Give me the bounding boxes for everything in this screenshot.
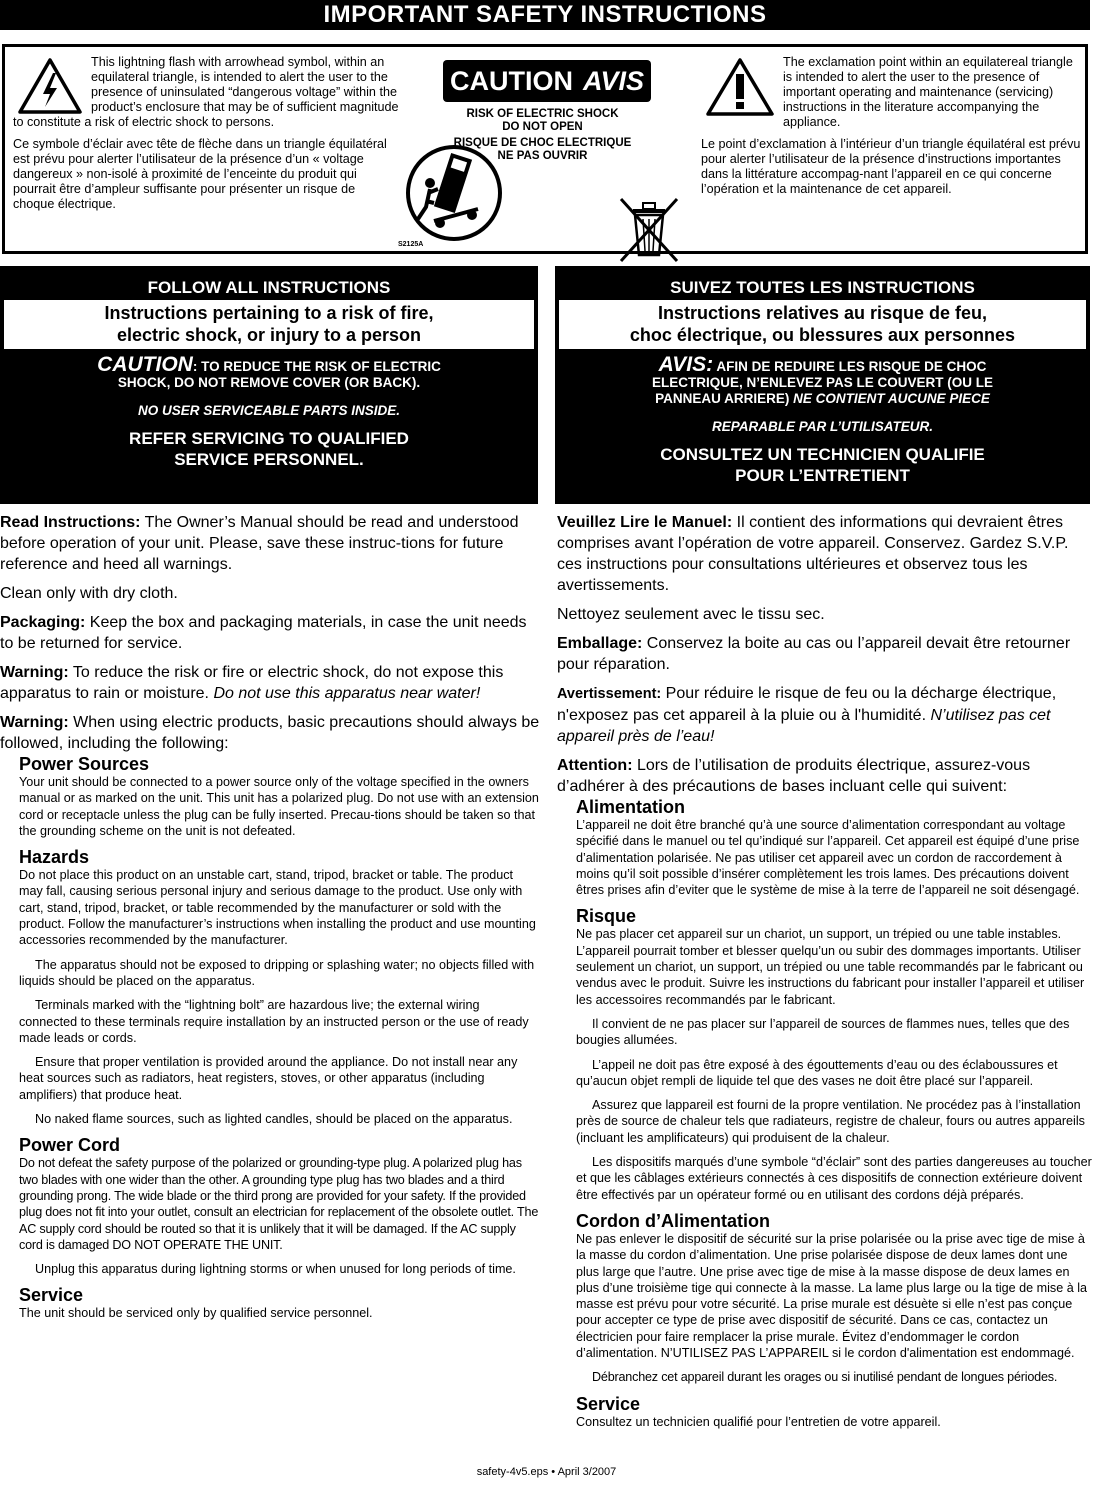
subheading-line-2: choc électrique, ou blessures aux personnes xyxy=(629,325,1016,345)
exclamation-text-fr: Le point d’exclamation à l’intérieur d’un triangle équilatéral est prévu pour alerter l’utilisateur de la présence d’instructions importantes dans la littérature accompag-nant l’appareil en ce qui concerne l’opération et la maintenance de cet appareil. xyxy=(701,137,1081,196)
lightning-text-fr: Ce symbole d’éclair avec tête de flèche dans un triangle équilatéral est prévu pour alerter l’utilisateur de la présence d’un « voltage dangereux » non-isolé à proximité de l’enceinte du produit qui pourrait être d’ampleur suffisante pour présenter un risque de choque électrique. xyxy=(13,137,387,211)
attention-paragraph xyxy=(557,755,1093,797)
emballage-paragraph xyxy=(557,633,1093,675)
refer-line-1: CONSULTEZ UN TECHNICIEN QUALIFIE xyxy=(660,445,985,464)
caution-line-1: : TO REDUCE THE RISK OF ELECTRIC xyxy=(192,359,441,374)
risque-text-1: Ne pas placer cet appareil sur un chariot, un support, un trépied ou une table instables. L’appareil pourrait tomber et blesser quelqu’un ou subir des dommages importants. Utiliser seulement un chariot, un support, un trépied ou une table recommandés par le fabricant ou vendus avec le produit. Suivre les instructions du fabricant pour installer l’appareil et utiliser les accessoires recommandés par le fabricant. xyxy=(576,927,1085,1007)
refer-servicing-fr xyxy=(555,444,1090,486)
hazards-text-5: No naked flame sources, such as lighted candles, should be placed on the apparatus. xyxy=(35,1112,513,1127)
lightning-symbol-description xyxy=(13,55,399,219)
risk-en-line-1: RISK OF ELECTRIC SHOCK xyxy=(466,108,619,120)
follow-instructions-box xyxy=(0,266,538,504)
caution-avis-label xyxy=(443,60,651,102)
risque-text-5: Les dispositifs marqués d’une symbole “d’éclair” sont des parties dangereuses au toucher et que les câblages extérieurs connectés à ces dispositifs de connection extérieure doivent être effectivés par un opérateur formé ou en utilisant des cordons déjà préparés. xyxy=(576,1155,1092,1202)
caution-statement-en xyxy=(0,353,538,391)
warn1-text: To reduce the risk or fire or electric shock, do not expose this apparatus to rain or moisture. xyxy=(0,664,504,702)
hazards-title: Hazards xyxy=(19,847,90,868)
cart-tipover-warning-icon xyxy=(404,143,504,243)
risque-text-2: Il convient de ne pas placer sur l’appareil de sources de flammes nues, telles que des bougies allumées. xyxy=(576,1016,1070,1048)
avis-line-2: ELECTRIQUE, N’ENLEVEZ PAS LE COUVERT (OU LE xyxy=(651,375,994,390)
suivez-instructions-box xyxy=(555,266,1090,504)
read-lead: Veuillez Lire le Manuel: xyxy=(557,514,733,531)
french-subsections xyxy=(576,797,1093,1430)
lightning-warning-icon xyxy=(17,57,83,115)
no-user-parts-en: NO USER SERVICEABLE PARTS INSIDE. xyxy=(137,403,401,418)
avis-statement-fr xyxy=(555,353,1090,407)
pack-lead: Emballage: xyxy=(557,635,643,652)
clean-paragraph: Clean only with dry cloth. xyxy=(0,585,178,602)
avis-line-3-italic: NE CONTIENT AUCUNE PIECE xyxy=(793,391,990,406)
service-text: The unit should be serviced only by qualified service personnel. xyxy=(19,1306,373,1321)
english-body xyxy=(0,512,540,1330)
cordon-title: Cordon d’Alimentation xyxy=(576,1210,770,1231)
pack-text: Keep the box and packaging materials, in case the unit needs to be returned for service. xyxy=(0,614,527,652)
avis-word-fr: AVIS: xyxy=(658,353,714,376)
exclamation-warning-icon xyxy=(705,57,775,117)
page-title: IMPORTANT SAFETY INSTRUCTIONS xyxy=(0,0,1090,30)
avis-line-1: AFIN DE REDUIRE LES RISQUE DE CHOC xyxy=(713,359,987,374)
box-heading-en: FOLLOW ALL INSTRUCTIONS xyxy=(147,278,391,297)
warn1-text: Pour réduire le risque de feu ou la décharge électrique, n'exposez pas cet appareil à la pluie ou à l'humidité. xyxy=(557,685,1057,724)
warn1-lead: Warning: xyxy=(0,664,69,681)
exclamation-text-en: The exclamation point within an equilatereal triangle is intended to alert the user to the presence of important operating and maintenance (servicing) instructions in the literature accompanying the appliance. xyxy=(783,55,1073,129)
risk-fr-line-1: RISQUE DE CHOC ELECTRIQUE xyxy=(453,137,632,149)
warning-water-paragraph xyxy=(0,662,540,704)
pack-lead: Packaging: xyxy=(0,614,86,631)
warning-precautions-paragraph xyxy=(0,712,540,754)
caution-word-en: CAUTION xyxy=(97,353,193,376)
hazards-text-4: Ensure that proper ventilation is provided around the appliance. Do not install near any heat sources such as radiators, heat registers, stoves, or other apparatus (including amplifiers) that produce heat. xyxy=(19,1055,518,1102)
risque-text-4: Assurez que lappareil est fourni de la propre ventilation. Ne procédez pas à l’installation près de source de chaleur tels que radiateurs, registre de chaleur, fours ou autres appareils (incluant les amplificateurs) qui produisent de la chaleur. xyxy=(576,1098,1085,1145)
box-subheading-fr xyxy=(559,300,1086,349)
service-title: Service xyxy=(19,1285,84,1306)
symbol-code: S2125A xyxy=(398,241,424,248)
risque-text-3: L’appeil ne doit pas être exposé à des égouttements d’eau ou des éclaboussures et qu’aucun objet rempli de liquide tel que des vases ne doit être placé sur l’appareil. xyxy=(576,1057,1058,1088)
service-text: Consultez un technicien qualifié pour l’entretien de votre appareil. xyxy=(576,1414,941,1429)
clean-paragraph: Nettoyez seulement avec le tissu sec. xyxy=(557,606,825,623)
hazards-text-1: Do not place this product on an unstable cart, stand, tripod, bracket or table. The product may fall, causing serious personal injury and serious damage to the product. Use only with cart, stand, tripod, bracket, or table recommended by the manufacturer or sold with the product. Follow the manufacturer’s instructions when installing the product and use mounting accessories recommended by the manufacturer. xyxy=(19,868,536,948)
refer-servicing-en xyxy=(0,428,538,470)
risque-title: Risque xyxy=(576,906,637,927)
warn2-text: Lors de l’utilisation de produits électrique, assurez-vous d’adhérer à des précautions de bases incluant celle qui suivent: xyxy=(557,757,1031,795)
caution-label-area xyxy=(398,55,690,250)
exclamation-symbol-description xyxy=(701,55,1083,204)
avis-line-3: PANNEAU ARRIERE) xyxy=(655,391,794,406)
refer-line-2: POUR L’ENTRETIENT xyxy=(735,466,910,485)
no-user-parts-fr: REPARABLE PAR L’UTILISATEUR. xyxy=(712,419,933,434)
read-manual-paragraph xyxy=(557,512,1093,596)
cordon-text-1: Ne pas enlever le dispositif de sécurité sur la prise polarisée ou la prise avec tige de mise à la masse du cordon d’alimentation. Une prise polarisée dispose de deux lames dont une plus large que l’autre. Une prise avec tige de mise à la masse dispose de deux lames en plus d’une troisième tige qui connecte à la masse. La lame plus large ou la tige de mise à la masse est prévu pour votre sécurité. La prise murale est désuète si elle n’est pas conçue pour accepter ce type de prise avec dispositif de sécurité. Dans ce cas, contactez un électricien pour faire remplacer la prise murale. Évitez d’endommager le cordon d’alimentation. N’UTILISEZ PAS L’APPAREIL si le cordon d'alimentation est endommagé. xyxy=(576,1231,1088,1361)
warn1-lead: Avertissement: xyxy=(557,686,662,702)
refer-line-2: SERVICE PERSONNEL. xyxy=(174,450,364,469)
warn1-italic: Do not use this apparatus near water! xyxy=(213,685,481,702)
box-heading-fr: SUIVEZ TOUTES LES INSTRUCTIONS xyxy=(670,278,975,297)
hazards-text-3: Terminals marked with the “lightning bolt” are hazardous live; the external wiring connected to these terminals require installation by an instructed person or the use of ready made leads or cords. xyxy=(19,998,529,1045)
safety-symbols-panel xyxy=(2,44,1088,254)
packaging-paragraph xyxy=(0,612,540,654)
power-cord-title: Power Cord xyxy=(19,1135,121,1156)
hazards-text-2: The apparatus should not be exposed to dripping or splashing water; no objects filled with liquids should be placed on the apparatus. xyxy=(19,957,535,988)
box-subheading-en xyxy=(4,300,534,349)
warn1-italic: N’utilisez pas cet appareil près de l’eau! xyxy=(557,707,1051,745)
cordon-text-2: Débranchez cet appareil durant les orages ou si inutilisé pendant de longues périodes. xyxy=(592,1370,1058,1385)
read-lead: Read Instructions: xyxy=(0,514,141,531)
subheading-line-1: Instructions relatives au risque de feu, xyxy=(657,303,988,323)
read-text: The Owner’s Manual should be read and understood before operation of your unit. Please, save these instruc-tions for future reference and heed all warnings. xyxy=(0,514,519,573)
avertissement-paragraph xyxy=(557,683,1093,747)
power-cord-text-2: Unplug this apparatus during lightning storms or when unused for long periods of time. xyxy=(35,1262,516,1277)
warn2-lead: Attention: xyxy=(557,757,633,774)
risk-en-line-2: DO NOT OPEN xyxy=(502,120,583,133)
power-cord-text-1: Do not defeat the safety purpose of the polarized or grounding-type plug. A polarized plug has two blades with one wider than the other. A grounding type plug has two blades and a third grounding prong. The wide blade or the third prong are provided for your safety. If the provided plug does not fit into your outlet, consult an electrician for replacement of the obsolete outlet. The AC supply cord should be routed so that it is unlikely that it will be damaged. If the AC supply cord is damaged DO NOT OPERATE THE UNIT. xyxy=(19,1156,539,1252)
read-text: Il contient des informations qui devraient êtres comprises avant l’opération de votre appareil. Conservez. Gardez S.V.P. ces instructions pour consultations ultérieures et observez tous les avertissements. xyxy=(557,514,1069,594)
caution-word: CAUTION xyxy=(449,66,573,96)
power-sources-title: Power Sources xyxy=(19,754,150,774)
alimentation-title: Alimentation xyxy=(576,797,686,817)
pack-text: Conservez la boite au cas ou l’appareil devait être retourner pour réparation. xyxy=(557,635,1071,673)
alimentation-text: L’appareil ne doit être branché qu’à une source d’alimentation correspondant au voltage spécifié dans le manuel ou tel qu’indiqué sur l’appareil. Cet appareil est équipé d’une prise d’alimentation polarisée. Ne pas utiliser cet appareil avec un cordon de raccordement à moins qu’il soit possible d’insérer complètement les trois lames. Des précautions doivent êtres prises afin d’eviter que le système de mise à la terre de l’appareil ne soit désengagé. xyxy=(576,818,1080,898)
power-sources-text: Your unit should be connected to a power source only of the voltage specified in the owners manual or as marked on the unit. This unit has a polarized plug. Do not use with an extension cord or receptacle unless the plug can be fully inserted. Precau-tions should be taken so that the grounding scheme on the unit is not defeated. xyxy=(19,775,539,838)
avis-word: AVIS xyxy=(582,66,644,96)
french-body xyxy=(557,512,1093,1438)
read-instructions-paragraph xyxy=(0,512,540,575)
risk-fr-line-2: NE PAS OUVRIR xyxy=(497,149,588,162)
refer-line-1: REFER SERVICING TO QUALIFIED xyxy=(129,429,409,448)
warn2-text: When using electric products, basic precautions should always be followed, including the following: xyxy=(0,714,540,752)
lightning-text-en: This lightning flash with arrowhead symbol, within an equilateral triangle, is intended to alert the user to the presence of uninsulated “dangerous voltage” within the product’s enclosure that may be of sufficient magnitude to constitute a risk of electric shock to persons. xyxy=(13,55,399,129)
english-subsections xyxy=(19,754,540,1322)
file-footer: safety-4v5.eps • April 3/2007 xyxy=(476,1466,617,1478)
subheading-line-2: electric shock, or injury to a person xyxy=(116,325,422,345)
warn2-lead: Warning: xyxy=(0,714,69,731)
subheading-line-1: Instructions pertaining to a risk of fire, xyxy=(104,303,434,323)
service-title: Service xyxy=(576,1393,641,1414)
caution-line-2: SHOCK, DO NOT REMOVE COVER (OR BACK). xyxy=(117,375,421,390)
